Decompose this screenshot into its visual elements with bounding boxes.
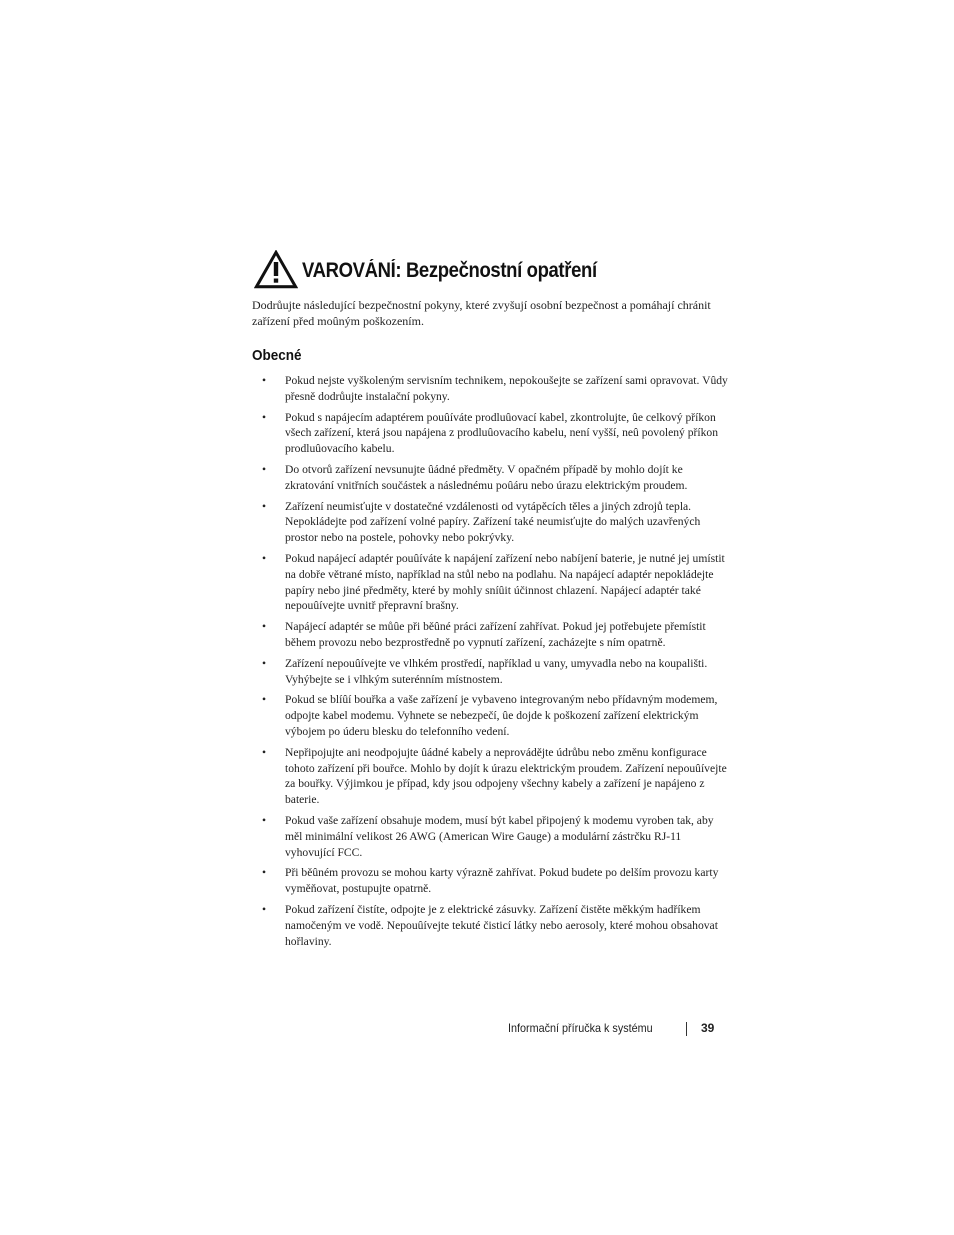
list-item-text: Napájecí adaptér se můûe při běûné práci zařízení zahřívat. Pokud jej potřebujete přemístit během provozu nebo bezprostředně po vypnutí zařízení, zacházejte s ním opatrně. bbox=[285, 620, 706, 649]
list-item bbox=[260, 745, 730, 808]
list-item bbox=[260, 373, 730, 405]
bullet-icon: • bbox=[262, 499, 267, 513]
bullet-icon: • bbox=[262, 813, 267, 827]
page-footer bbox=[508, 1021, 728, 1039]
list-item-text: Zařízení nepouûívejte ve vlhkém prostředí, například u vany, umyvadla nebo na koupališti. Vyhýbejte se i vlhkým suterénním místnostem. bbox=[285, 656, 708, 686]
list-item bbox=[260, 902, 730, 949]
section-title: Obecné bbox=[252, 347, 302, 364]
footer-divider bbox=[686, 1022, 687, 1036]
bullet-icon: • bbox=[262, 902, 267, 916]
list-item bbox=[260, 692, 730, 739]
bullet-icon: • bbox=[262, 620, 267, 634]
list-item-text: Při běûném provozu se mohou karty výrazně zahřívat. Pokud budete po delším provozu karty vyměňovat, postupujte opatrně. bbox=[285, 866, 719, 896]
list-item-text: Pokud nejste vyškoleným servisním technikem, nepokoušejte se zařízení sami opravovat. Vûdy přesně dodrůujte instalační pokyny. bbox=[285, 374, 728, 403]
list-item bbox=[260, 865, 730, 897]
list-item-text: Pokud vaše zařízení obsahuje modem, musí být kabel připojený k modemu vyroben tak, aby měl minimální velikost 26 AWG (American Wire Gauge) a modulární zástrčku RJ-11 vyhovující FCC. bbox=[285, 813, 714, 859]
bullet-icon: • bbox=[262, 656, 267, 670]
list-item bbox=[260, 410, 730, 457]
bullet-icon: • bbox=[262, 462, 267, 476]
list-item bbox=[260, 551, 730, 614]
bullet-icon: • bbox=[262, 693, 267, 707]
bullet-icon: • bbox=[262, 551, 267, 565]
list-item bbox=[260, 619, 730, 651]
page-number: 39 bbox=[701, 1021, 715, 1035]
bullet-icon: • bbox=[262, 745, 267, 759]
list-item bbox=[260, 813, 730, 860]
list-item-text: Nepřipojujte ani neodpojujte ûádné kabely a neprovádějte údrůbu nebo změnu konfigurace tohoto zařízení při bouřce. Mohlo by dojít k úrazu elektrickým proudem. Zařízení nepouûívejte za bouřky. Výjimkou je případ, kdy jsou odpojeny všechny kabely a zařízení je napájeno z baterie. bbox=[285, 745, 727, 807]
list-item-text: Pokud zařízení čistíte, odpojte je z elektrické zásuvky. Zařízení čistěte měkkým hadříkem namočeným ve vodě. Nepouûívejte tekuté čisticí látky nebo aerosoly, které mohou obsahovat hořlaviny. bbox=[285, 902, 718, 948]
list-item-text: Zařízení neumisťujte v dostatečné vzdálenosti od vytápěcích těles a jiných zdrojů tepla. Nepokládejte pod zařízení volné papíry. Zařízení také neumisťujte do malých uzavřených prostor nebo na postele, pohovky nebo pokrývky. bbox=[285, 499, 701, 545]
footer-document-title: Informační příručka k systému bbox=[508, 1021, 653, 1035]
list-item-text: Pokud napájecí adaptér pouûíváte k napájení zařízení nebo nabíjení baterie, je nutné jej umístit na dobře větrané místo, například na stůl nebo na podlahu. Na napájecí adaptér nepokládejte papíry nebo jiné předměty, které by mohly sníûit účinnost chlazení. Napájecí adaptér také nepouûívejte uvnitř přepravní brašny. bbox=[285, 551, 725, 613]
list-item-text: Do otvorů zařízení nevsunujte ûádné předměty. V opačném případě by mohlo dojít ke zkratování vnitřních součástek a následnému poûáru nebo úrazu elektrickým proudem. bbox=[285, 462, 688, 492]
bullet-icon: • bbox=[262, 374, 267, 387]
bullet-icon: • bbox=[262, 866, 267, 880]
warning-triangle-icon bbox=[254, 250, 298, 290]
list-item-text: Pokud s napájecím adaptérem pouûíváte prodluûovací kabel, zkontrolujte, ûe celkový příkon všech zařízení, která jsou napájena z prodluûovacího kabelu, není vyšší, neû povolený příkon prodluûovacího kabelu. bbox=[285, 410, 719, 456]
intro-paragraph: Dodrůujte následující bezpečnostní pokyny, které zvyšují osobní bezpečnost a pomáhají chránit zařízení před moûným poškozením. bbox=[252, 298, 711, 328]
list-item bbox=[260, 656, 730, 688]
list-item bbox=[260, 499, 730, 546]
warning-heading bbox=[252, 250, 752, 290]
page-title: VAROVÁNÍ: Bezpečnostní opatření bbox=[302, 259, 597, 282]
list-item bbox=[260, 462, 730, 494]
safety-instructions-list bbox=[260, 373, 730, 954]
bullet-icon: • bbox=[262, 410, 267, 424]
list-item-text: Pokud se blíûí bouřka a vaše zařízení je vybaveno integrovaným nebo přídavným modemem, odpojte kabel modemu. Vyhnete se nebezpečí, ûe dojde k poškození zařízení elektrickým výbojem po úderu blesku do telefonního vedení. bbox=[285, 693, 718, 738]
